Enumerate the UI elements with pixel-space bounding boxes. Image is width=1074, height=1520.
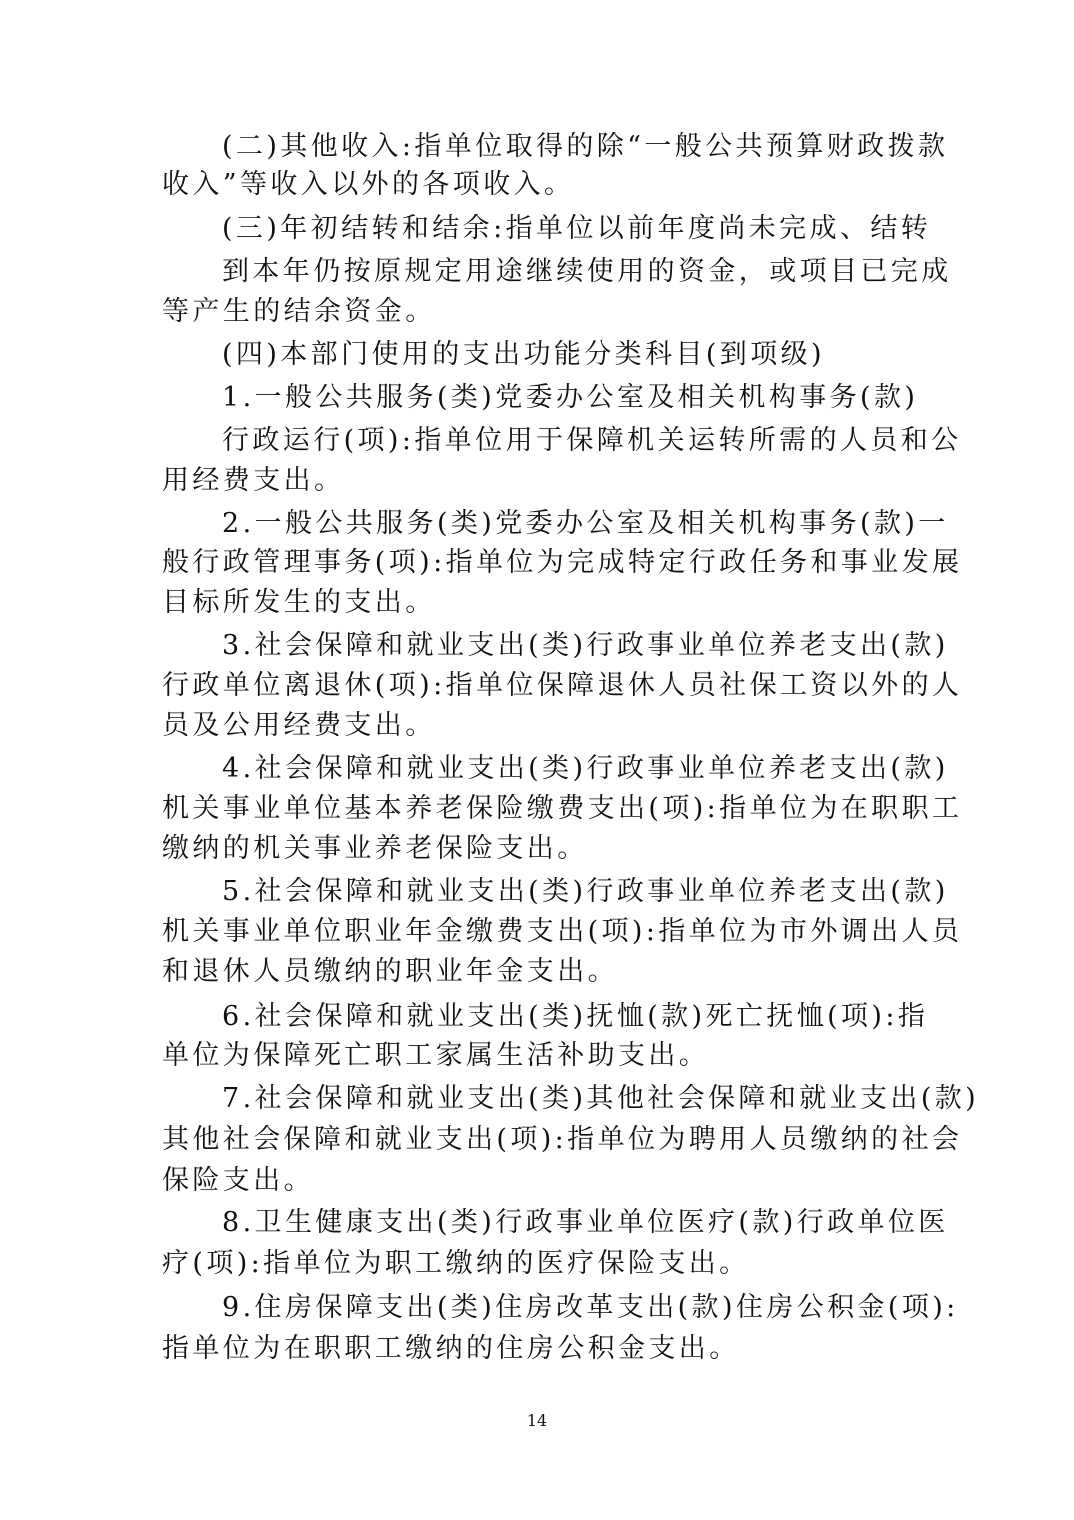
text-line: 收入”等收入以外的各项收入。 <box>162 169 575 200</box>
text-line: 行政单位离退休(项):指单位保障退休人员社保工资以外的人 <box>162 670 963 701</box>
text-line: 9.住房保障支出(类)住房改革支出(款)住房公积金(项): <box>222 1292 959 1323</box>
text-line: (四)本部门使用的支出功能分类科目(到项级) <box>222 339 825 370</box>
text-line: 行政运行(项):指单位用于保障机关运转所需的人员和公 <box>222 425 962 456</box>
text-line: (二)其他收入:指单位取得的除“一般公共预算财政拨款 <box>222 131 949 162</box>
text-line: 和退休人员缴纳的职业年金支出。 <box>162 956 618 987</box>
text-line: 7.社会保障和就业支出(类)其他社会保障和就业支出(款) <box>222 1083 980 1114</box>
text-line: 用经费支出。 <box>162 465 345 496</box>
text-line: 3.社会保障和就业支出(类)行政事业单位养老支出(款) <box>222 630 949 661</box>
text-line: 疗(项):指单位为职工缴纳的医疗保险支出。 <box>162 1248 750 1279</box>
text-line: 保险支出。 <box>162 1165 314 1196</box>
text-line: (三)年初结转和结余:指单位以前年度尚未完成、结转 <box>222 213 932 244</box>
page-number: 14 <box>526 1411 548 1430</box>
text-line: 目标所发生的支出。 <box>162 587 436 618</box>
text-line: 缴纳的机关事业养老保险支出。 <box>162 833 588 864</box>
text-line: 指单位为在职职工缴纳的住房公积金支出。 <box>162 1333 740 1364</box>
text-line: 般行政管理事务(项):指单位为完成特定行政任务和事业发展 <box>162 547 963 578</box>
text-line: 5.社会保障和就业支出(类)行政事业单位养老支出(款) <box>222 876 949 907</box>
text-line: 2.一般公共服务(类)党委办公室及相关机构事务(款)一 <box>222 508 949 539</box>
text-line: 到本年仍按原规定用途继续使用的资金，或项目已完成 <box>222 256 952 287</box>
text-line: 1.一般公共服务(类)党委办公室及相关机构事务(款) <box>222 382 919 413</box>
text-line: 机关事业单位职业年金缴费支出(项):指单位为市外调出人员 <box>162 916 963 947</box>
text-line: 其他社会保障和就业支出(项):指单位为聘用人员缴纳的社会 <box>162 1124 963 1155</box>
text-line: 单位为保障死亡职工家属生活补助支出。 <box>162 1040 710 1071</box>
text-line: 6.社会保障和就业支出(类)抚恤(款)死亡抚恤(项):指 <box>222 1001 929 1032</box>
text-line: 8.卫生健康支出(类)行政事业单位医疗(款)行政单位医 <box>222 1207 949 1238</box>
text-line: 4.社会保障和就业支出(类)行政事业单位养老支出(款) <box>222 753 949 784</box>
text-line: 机关事业单位基本养老保险缴费支出(项):指单位为在职职工 <box>162 793 963 824</box>
text-line: 等产生的结余资金。 <box>162 296 436 327</box>
text-line: 员及公用经费支出。 <box>162 710 436 741</box>
